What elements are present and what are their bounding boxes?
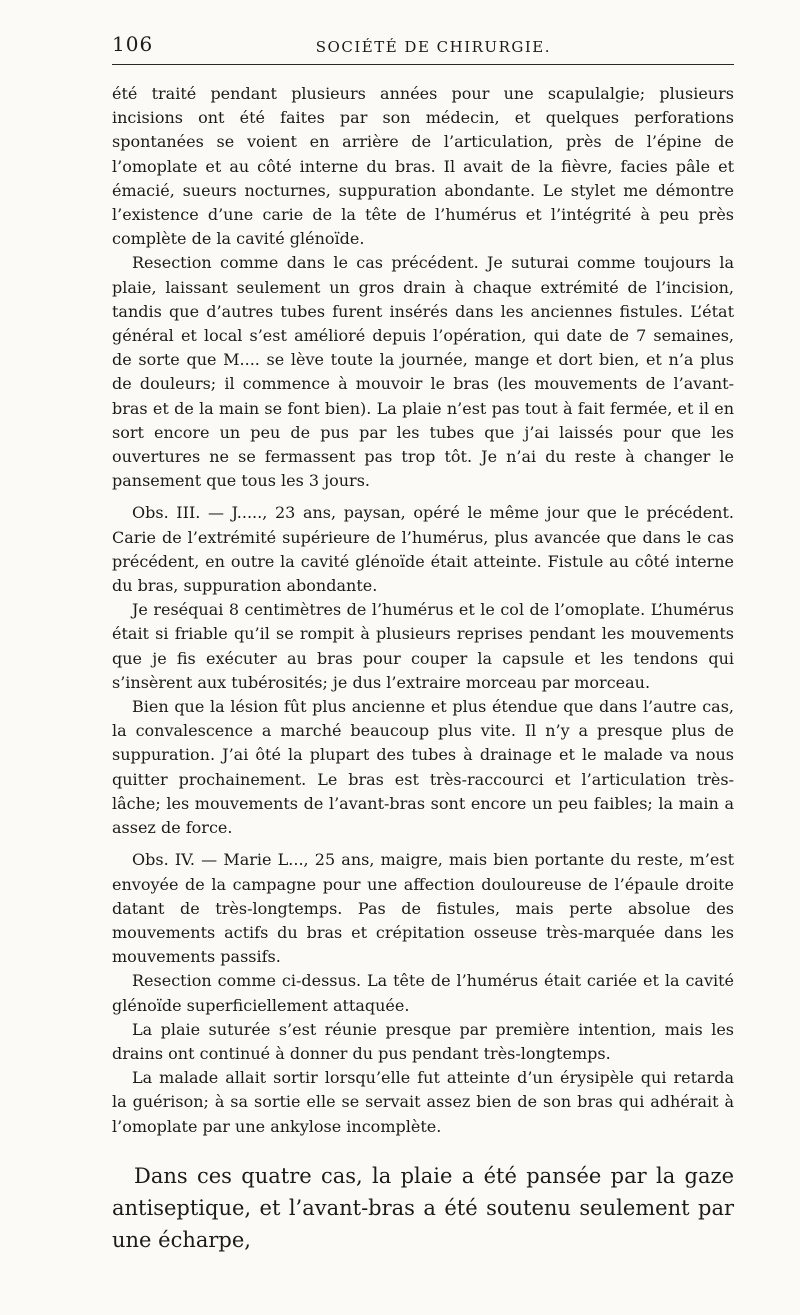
paragraph-obs3-header: Obs. III. — J....., 23 ans, paysan, opéré le même jour que le précédent. Carie de l’extrémité supérieure de l’humérus, plus avancée que dans le cas précédent, en outre la cavité glénoïde était atteinte. Fistule au côté interne du bras, suppuration abondante. (112, 503, 734, 596)
paragraph-resection-obs2: Resection comme dans le cas précédent. Je suturai comme toujours la plaie, laissant seulement un gros drain à chaque extrémité de l’incision, tandis que d’autres tubes furent insérés dans les anciennes fistules. L’état général et local s’est amélioré depuis l’opération, qui date de 7 semaines, de sorte que M.... se lève toute la journée, mange et dort bien, et n’a plus de douleurs; il commence à mouvoir le bras (les mouvements de l’avant-bras et de la main se font bien). La plaie n’est pas tout à fait fermée, et il en sort encore un peu de pus par les tubes que j’ai laissés pour que les ouvertures ne se fermassent pas trop tôt. Je n’ai du reste à changer le pansement que tous les 3 jours. (112, 253, 734, 491)
closing-text (112, 1160, 734, 1256)
header-rule (112, 64, 734, 65)
paragraph-obs3-resection: Je reséquai 8 centimètres de l’humérus et le col de l’omoplate. L’humérus était si friable qu’il se rompit à plusieurs reprises pendant les mouvements que je fis exécuter au bras pour couper la capsule et les tendons qui s’insèrent aux tubérosités; je dus l’extraire morceau par morceau. (112, 600, 734, 692)
page-header (112, 26, 734, 56)
paragraph-obs4-header: Obs. IV. — Marie L..., 25 ans, maigre, mais bien portante du reste, m’est envoyée de la campagne pour une affection douloureuse de l’épaule droite datant de très-longtemps. Pas de fistules, mais perte absolue des mouvements actifs du bras et crépitation osseuse très-marquée dans les mouvements passifs. (112, 850, 734, 967)
paragraph-obs3-outcome: Bien que la lésion fût plus ancienne et plus étendue que dans l’autre cas, la convalescence a marché beaucoup plus vite. Il n’y a presque plus de suppuration. J’ai ôté la plupart des tubes à drainage et le malade va nous quitter prochainement. Le bras est très-raccourci et l’articulation très-lâche; les mouvements de l’avant-bras sont encore un peu faibles; la main a assez de force. (112, 697, 734, 838)
body-text (112, 82, 734, 1139)
page-number: 106 (112, 32, 154, 56)
paragraph-continuation: été traité pendant plusieurs années pour une scapulalgie; plusieurs incisions ont été faites par son médecin, et quelques perforations spontanées se voient en arrière de l’articulation, près de l’épine de l’omoplate et au côté interne du bras. Il avait de la fièvre, facies pâle et émacié, sueurs nocturnes, suppuration abondante. Le stylet me démontre l’existence d’une carie de la tête de l’humérus et l’intégrité à peu près complète de la cavité glénoïde. (112, 84, 734, 249)
paragraph-obs4-resection: Resection comme ci-dessus. La tête de l’humérus était cariée et la cavité glénoïde superficiellement attaquée. (112, 971, 734, 1015)
paragraph-obs4-outcome: La malade allait sortir lorsqu’elle fut atteinte d’un érysipèle qui retarda la guérison; à sa sortie elle se servait assez bien de son bras qui adhérait à l’omoplate par une ankylose incomplète. (112, 1068, 734, 1136)
paragraph-obs4-wound: La plaie suturée s’est réunie presque par première intention, mais les drains ont continué à donner du pus pendant très-longtemps. (112, 1019, 734, 1063)
running-title: SOCIÉTÉ DE CHIRURGIE. (315, 38, 551, 56)
paragraph-closing: Dans ces quatre cas, la plaie a été pansée par la gaze antiseptique, et l’avant-bras a été soutenu seulement par une écharpe, (112, 1164, 734, 1252)
